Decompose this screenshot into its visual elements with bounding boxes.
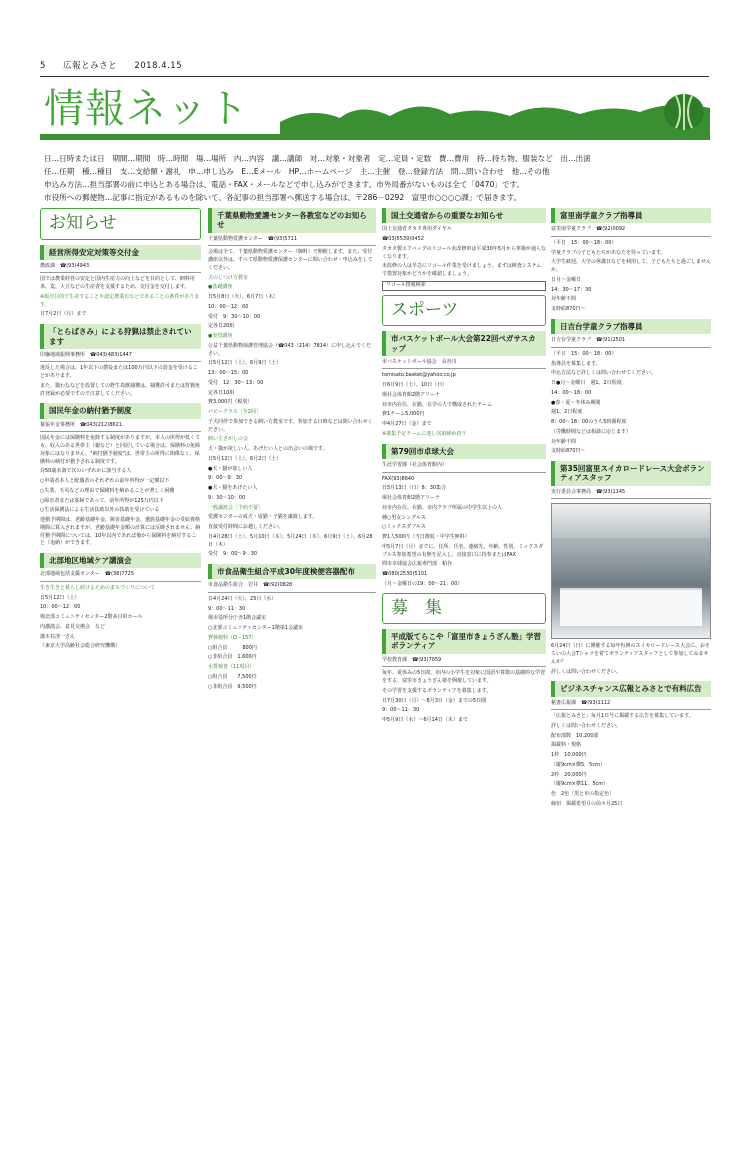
article-body: 配布部数 10,200部 <box>551 732 599 739</box>
article-title: 千葉県動物愛護センター各教室などのお知らせ <box>208 208 376 233</box>
article-body: 場社会体育館2階アリーナ <box>382 495 440 501</box>
article-body: 大学生歓迎。大学の休講日などを利用して、子どもたちと過ごしませんか。 <box>551 259 711 274</box>
article-body: ●犬・猫をあげたい人 <box>208 485 258 491</box>
legend <box>44 152 710 204</box>
article-body: 支時給870円～ <box>551 306 586 313</box>
header-rule <box>40 76 709 77</box>
article-subheading: 一般譲渡会［予約不要］ <box>208 504 264 511</box>
article-body: 費1チーム5,000円 <box>382 411 425 418</box>
article-body: 子犬同伴で参加できる飼い方教室です。参加する日時などは問い合わせください。 <box>208 418 373 433</box>
article-title: 国土交通省からの重要なお知らせ <box>382 208 546 223</box>
article-body: 対年齢不問 <box>551 296 577 303</box>
article-title: 市食品衛生組合平成30年度検便容器配布 <box>208 564 376 579</box>
article-body: 違反した場合は、1年以下の懲役または100万円以下の罰金を受けることがあります。 <box>40 365 198 380</box>
section-notice: お知らせ <box>40 208 201 240</box>
article-body: 6月24日（日）に開催する毎年恒例のスイカロードレース大会に、おそろいの大会Tシャツを着てボランティアスタッフとして参加してみませんか？ <box>551 643 711 665</box>
article-body: 「広報とみさと」毎月1日号に掲載する広告を募集しています。 <box>551 713 694 720</box>
article-body: （労働時間などは相談に応じます） <box>551 428 632 435</box>
article-org: 秘書広報課 ☎(93)1112 <box>551 700 711 711</box>
article-body: 指導員を募集します。 <box>551 360 601 367</box>
issue-date: 2018.4.15 <box>134 61 183 71</box>
article-body: 内講演会、意見交換会 など <box>40 623 106 630</box>
article-title: 「とらばさみ」による狩猟は禁止されています <box>40 324 201 349</box>
article-body: 公益千葉県動物保護管理協会（☎043（214）7814）に申し込んでください。 <box>208 342 372 357</box>
page-header <box>40 60 196 73</box>
article-body: ●犬・猫が欲しい人 <box>208 465 253 472</box>
legend-line-2: 任…任期 種…種目 支…支給額・謝礼 申…申し込み E…Eメール HP…ホームページ 主…主催 登…登録方法 問…問い合わせ 他…その他 <box>44 167 550 176</box>
article-body: 日●月～金曜日 週1、2日程度 <box>551 380 622 386</box>
article-body: 会場は全て、千葉県動物愛護センター（御料）で開催します。また、受付講座以外は、すべて県動物愛護保護センターに問い合わせ・申込みをしてください。 <box>208 249 373 271</box>
article-org: 市バスケットボール協会 長谷川 <box>382 359 546 370</box>
article-title: 経営所得安定対策等交付金 <box>40 245 201 260</box>
column-3 <box>382 208 546 1172</box>
column-1 <box>40 208 201 1172</box>
article-body: 申4月27日（金）まで <box>382 421 432 428</box>
article-title: ビジネスチャンス広報とみさとで有料広告 <box>551 681 711 696</box>
article-body: ○組合員 800円 <box>208 644 257 651</box>
legend-line-4: 市役所への郵便物…記事に指定があるものを除いて、各記事の担当部署へ郵送する場合は、〒286－0292 富里市○○○○課」で届きます。 <box>44 193 522 202</box>
article-org: 日吉台学童クラブ ☎(91)2501 <box>551 337 711 348</box>
article-body: 14：30～17：30 <box>551 286 592 293</box>
article-body: 定各日10組 <box>208 389 235 396</box>
article-title: 国民年金の納付猶予制度 <box>40 403 201 418</box>
article-body: 日4月28日（土）、5月10日（木）、5月24日（木）、6月9日（土）、6月28日（木） <box>208 533 373 548</box>
article-body: 場市役所分庁舎1階会議室 <box>208 615 267 622</box>
article-body: 申込方法など詳しくは問い合わせてください。 <box>551 370 657 377</box>
article-body: 受付 9：30～10：00 <box>208 313 261 320</box>
article-note: ※募集予定チームに達し次第締め切り <box>382 430 467 437</box>
article-body: 締切 掲載希望月の前々月25日 <box>551 800 623 807</box>
article-title: 第79回市卓球大会 <box>382 444 546 459</box>
article-body: 週1、2日程度 <box>551 409 583 416</box>
article-title: 日吉台学童クラブ指導員 <box>551 319 711 334</box>
article-subheading: パピークラス［全2回］ <box>208 409 261 415</box>
article-body: 申5月9日（水）～6月14日（木）まで <box>382 717 468 723</box>
article-body: ※販売目的で生産することや認定農業有などであることの条件があります。 <box>40 293 200 308</box>
column-4 <box>551 208 711 1172</box>
article-body: 定各日20組 <box>208 323 235 330</box>
banner-title: 情報ネット <box>44 86 249 132</box>
article-body: ○ミックスダブルス <box>382 524 426 531</box>
paper-name: 広報とみさと <box>63 61 118 71</box>
landscape-illustration <box>280 92 710 140</box>
article-body: 場社会体育館2階アリーナ <box>382 391 440 398</box>
article-body: 国民年金には保険料を免除する制度がありますが、本人の所得が低くても、収入のある世帯主（親など）と同居している場合は、保険料の免除対象にはなりません。"納付猶予制度"は、世帯主の所得に関係なく、保険料の納付が猶予される制度です。 <box>40 435 201 465</box>
article-title: 第35回富里スイカロードレース大会ボランティアスタッフ <box>551 461 711 486</box>
article-subheading: 水質検査（11項目） <box>208 664 255 671</box>
article-org: 千葉県動物愛護センター ☎(93)5711 <box>208 236 376 247</box>
article-body: （縦9cm×横11．5cm） <box>551 781 609 788</box>
article-body: 日5月12日（土）、6月2日（土） <box>208 455 282 462</box>
article-subheading: ●実技講座 <box>208 333 233 339</box>
article-body: 掲載料・規格 <box>551 742 582 749</box>
article-subtitle: 生き生きと暮らし続けるためのまちづくりについて <box>40 584 155 591</box>
article-body: （東京大学高齢社会総合研究機構） <box>40 643 121 650</box>
article-body: 国土交通省タカタ専用ダイヤル <box>382 226 452 233</box>
article-body: 対年齢不問 <box>551 438 577 445</box>
article-body: 受付 9：00～9：30 <box>208 551 258 558</box>
article-body: 2枠 20,000円 <box>551 771 587 778</box>
article-org: 北部地域包括支援センター ☎(38)7725 <box>40 571 201 582</box>
article-org: 印旛地域振興事務所 ☎043(483)1447 <box>40 352 201 363</box>
article-org: 生涯学習課（社会体育館内） <box>382 462 546 473</box>
article-body: ○失業、天災などの理由で保険料を納めることが著しく困難 <box>40 487 175 494</box>
article-body: 1枠 10,000円 <box>551 752 587 759</box>
article-org: 幕張年金事務所 ☎043(212)8621 <box>40 422 201 433</box>
article-body: 対50歳未満で次のいずれかに該当する人 <box>40 468 132 475</box>
article-body: 9：00～11：30 <box>208 605 246 612</box>
article-body: ☎03(5539)0452 <box>382 236 424 243</box>
article-body: 日6月9日（土）、10日（日） <box>382 382 448 389</box>
article-body: 色 2色（黒と市の指定色） <box>551 791 615 798</box>
email-link[interactable]: tomisato.basket@yahoo.co.jp <box>382 372 456 379</box>
article-body: 日7月30日（月）～8月3日（金）までの5日間 <box>382 697 487 704</box>
article-org: 学校教育課 ☎(93)7059 <box>382 657 546 668</box>
article-body: 犬・猫が欲しい人、あげたい人との出会いの場です。 <box>208 446 328 452</box>
article-subheading: ●基礎講座 <box>208 284 233 291</box>
article-body: ☎080(2530)5101 <box>382 571 428 577</box>
article-body: タカタ製エアバッグのリコール未改修車は平成30年5月から車検が通らなくなります。 <box>382 245 546 260</box>
article-body: 受付 12：30～13：00 <box>208 379 264 386</box>
article-body: また、猫わななどを設置しての野生鳥獣捕獲は、捕獲許可または狩猟免許登録が必要ですので注意してください。 <box>40 382 201 397</box>
article-body: 日5月8日（火）、6月7日（木） <box>208 294 279 300</box>
article-body: ○北部コミュニティセンター1階第1会議室 <box>208 625 304 632</box>
article-title: 富里南学童クラブ指導員 <box>551 208 711 223</box>
article-hours: （平日 15：00～18：00） <box>551 350 617 357</box>
article-body: 毎年、夏休みの5日間、市内の小学生を対象に国語や算数の基礎的な学習をする、富里市きょうざん塾を開催しています。 <box>382 670 546 684</box>
article-org: 富里南学童クラブ ☎(92)0092 <box>551 226 711 237</box>
article-body: 日5月12日（土） <box>40 594 80 601</box>
article-title: 市バスケットボール大会第22回ペガサスカップ <box>382 331 546 356</box>
article-subheading: 費検便料（O－157） <box>208 634 257 641</box>
tent-shape <box>552 504 710 538</box>
article-body: 13：00～15：00 <box>208 370 249 376</box>
article-subheading: 犬のしつけ方教室 <box>208 274 249 281</box>
fax-number: FAX(93)8640 <box>382 475 415 482</box>
article-body: 支時給870円～ <box>551 448 586 455</box>
article-body: 9：30～10：00 <box>208 494 246 501</box>
article-body: 詳しくは問い合わせください。 <box>551 668 622 675</box>
article-subheading: 飼い主さがしの会 <box>208 436 249 443</box>
article-body: 費3,000円（税別） <box>208 399 253 406</box>
article-org: 農政課 ☎(93)4943 <box>40 263 201 274</box>
section-sports: スポーツ <box>382 295 546 327</box>
article-body: 対市内在住、在勤、市内クラブ所属の中学生以上の人 <box>382 504 503 511</box>
article-body: ○非組合員 9,500円 <box>208 683 257 690</box>
article-body: 10：00～12：00 <box>208 303 249 310</box>
article-body: 対市内在住、在勤、在学の人で構成されたチーム <box>382 401 493 408</box>
article-body: 日月～金曜日 <box>551 276 582 283</box>
article-body: 9：00～9：30 <box>208 475 243 482</box>
article-org: 実行委員会事務局 ☎(93)1145 <box>551 489 711 500</box>
article-body: （月～金曜日の19：00～21：00） <box>382 580 463 587</box>
article-body: 10：00～12：00 <box>40 604 81 611</box>
article-body: 愛護センターの成犬・成猫・子猫を譲渡します。 <box>208 514 318 521</box>
legend-line-3: 申込み方法…担当部署の前に申込とある場合は、電話・FAX・メールなどで申し込みができます。市外局番がないものは全て「0470」です。 <box>44 180 525 189</box>
article-body: ○申請者本人と配偶者のそれぞれの前年所得が一定額以下 <box>40 478 170 484</box>
article-body: ○生活保護法による生活扶助以外の扶助を受けている <box>40 507 160 514</box>
article-body: 他猶予期間は、老齢基礎年金、障害基礎年金、遺族基礎年金の受給資格期間に算入されますが、老齢基礎年金額の計算には反映されません。納付猶予期間については、10年以内であれば後から保険料を納付すること（追納）ができます。 <box>40 517 201 547</box>
article-org: 市食品衛生組合 岩井 ☎(92)0828 <box>208 582 376 593</box>
recall-search-link[interactable]: リコール情報検索 <box>382 281 546 291</box>
article-body: 日7月2日（月）まで <box>40 311 87 318</box>
section-recruit: 募 集 <box>382 593 546 625</box>
article-body: ●春・夏・冬休み期間 <box>551 399 601 406</box>
article-body: 詳しくは問い合わせください。 <box>551 722 622 729</box>
page-number: 5 <box>40 61 46 71</box>
legend-line-1: 日…日時または日 期間…期間 時…時間 場…場所 内…内容 講…講師 対…対象・対象者 定…定員・定数 費…費用 持…持ち物、服装など 出…出演 <box>44 154 591 163</box>
article-body: 国では農業経営の安定と国内生産力の向上などを目的として、飼料用米、麦、大豆などの生産者を支援するため、交付金を交付します。 <box>40 276 195 291</box>
article-body: 場北部コミュニティセンター2階多目的ホール <box>40 614 143 621</box>
article-body: 種○男女シングルス <box>382 514 426 521</box>
article-body: 問市卓球協会広報専門部 粕谷 <box>382 561 453 568</box>
column-2 <box>208 208 376 1172</box>
article-body: （縦9cm×横5．5cm） <box>551 761 605 768</box>
article-body: 9：00～11：30 <box>382 707 420 714</box>
article-body: 14：00～18：00 <box>551 389 592 396</box>
banner-bar <box>40 134 710 140</box>
article-body: ○非組合員 1,600円 <box>208 654 257 661</box>
article-body: 学童クラブの子どもたちがあなたを待っています。 <box>551 249 666 256</box>
article-body: 日5月13日（日）8：30集合 <box>382 485 447 492</box>
article-body: ○障害者または寡婦であって、前年所得が125万円以下 <box>40 497 164 504</box>
article-body: 8：00～18：00のうち5時間程度 <box>551 419 627 425</box>
article-body: その学習を支援するボランティアを募集します。 <box>382 687 492 694</box>
article-title: 平成版てらこや「富里市きょうざん塾」学習ボランティア <box>382 629 546 654</box>
article-body: 費1人500円（当日徴収・中学生無料） <box>382 534 470 540</box>
article-title: 北部地区地域ケア講演会 <box>40 553 201 568</box>
banner <box>40 84 710 140</box>
article-body: 申5月7日（月）までに、住所、氏名、連絡先、年齢、性別、ミックスダブルス参加希望の有無を記入し、直接窓口に持参またはFAX <box>382 543 544 558</box>
article-body: 日5月12日（土）、6月9日（土） <box>208 360 282 367</box>
table-shape <box>560 588 702 626</box>
article-body: 講木村清一さん <box>40 633 76 640</box>
article-body: ○組合員 7,500円 <box>208 673 257 680</box>
article-body: 日4月24日（火）、25日（水） <box>208 595 277 602</box>
article-body: 未改修の人は早急にリコール作業を受けましょう。まずは検査システムで措置対象かどうかを確認しましょう。 <box>382 263 542 278</box>
volunteer-photo <box>551 503 711 639</box>
article-hours: （平日 15：00～18：00） <box>551 239 617 246</box>
article-body: 直接受付時間にお越しください。 <box>208 524 284 530</box>
